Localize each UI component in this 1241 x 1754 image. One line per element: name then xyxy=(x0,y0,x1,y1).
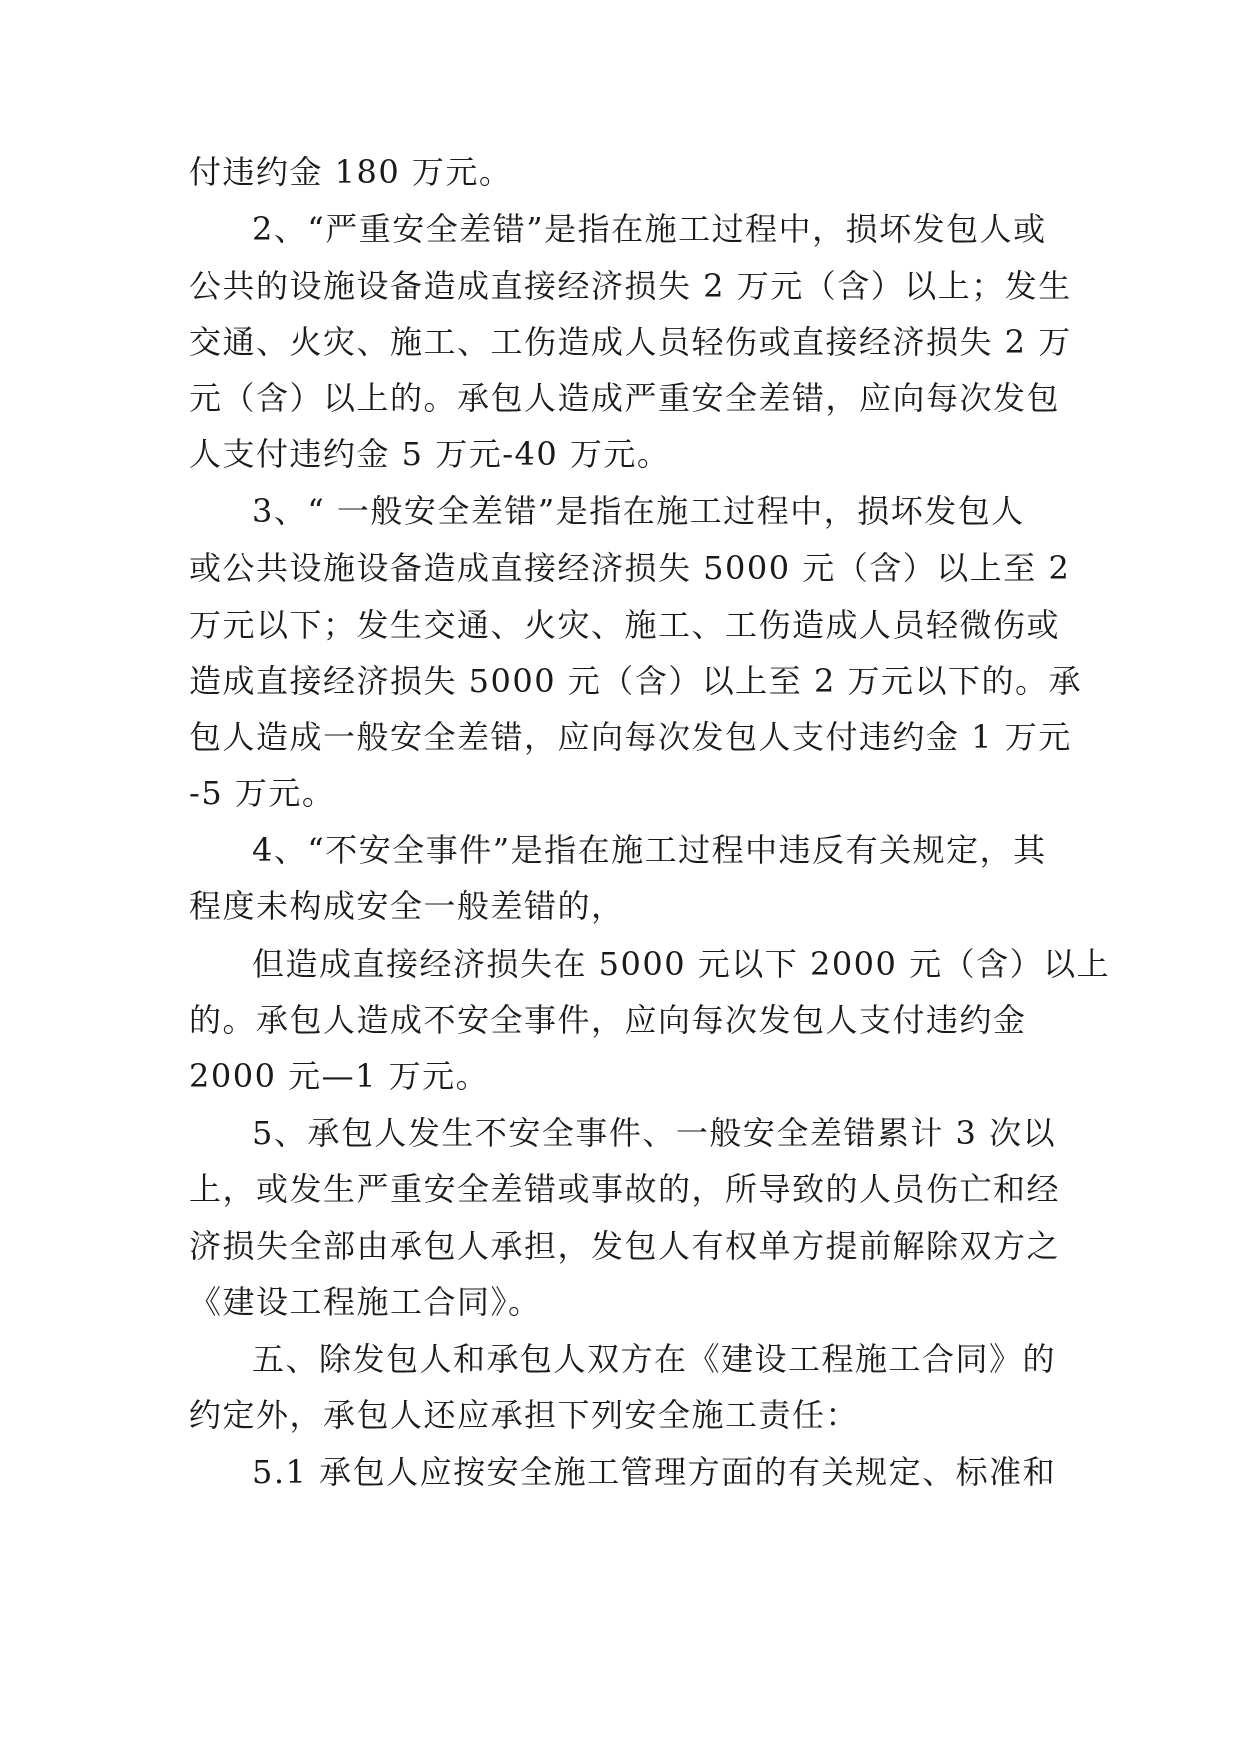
text-line-16: 的。承包人造成不安全事件，应向每次发包人支付违约金 xyxy=(189,1001,1027,1039)
text-line-14: 程度未构成安全一般差错的， xyxy=(189,887,625,925)
text-line-23: 约定外，承包人还应承担下列安全施工责任： xyxy=(189,1396,860,1434)
text-line-22: 五、除发包人和承包人双方在《建设工程施工合同》的 xyxy=(252,1340,1057,1378)
text-line-24: 5.1 承包人应按安全施工管理方面的有关规定、标准和 xyxy=(252,1453,1057,1491)
text-line-2: 2、“严重安全差错”是指在施工过程中，损坏发包人或 xyxy=(252,210,1047,248)
text-line-18: 5、承包人发生不安全事件、一般安全差错累计 3 次以 xyxy=(252,1114,1057,1152)
text-line-15: 但造成直接经济损失在 5000 元以下 2000 元（含）以上 xyxy=(252,945,1111,983)
text-line-5: 元（含）以上的。承包人造成严重安全差错，应向每次发包 xyxy=(189,379,1061,417)
text-line-6: 人支付违约金 5 万元-40 万元。 xyxy=(189,435,671,473)
text-line-19: 上，或发生严重安全差错或事故的，所导致的人员伤亡和经 xyxy=(189,1170,1061,1208)
text-line-21: 《建设工程施工合同》。 xyxy=(189,1283,542,1321)
text-line-8: 或公共设施设备造成直接经济损失 5000 元（含）以上至 2 xyxy=(189,549,1071,587)
text-line-7: 3、“ 一般安全差错”是指在施工过程中，损坏发包人 xyxy=(252,492,1025,530)
text-line-13: 4、“不安全事件”是指在施工过程中违反有关规定，其 xyxy=(252,831,1047,869)
text-line-20: 济损失全部由承包人承担，发包人有权单方提前解除双方之 xyxy=(189,1227,1061,1265)
text-line-1: 付违约金 180 万元。 xyxy=(189,153,513,191)
text-line-12: -5 万元。 xyxy=(189,774,336,812)
text-line-11: 包人造成一般安全差错，应向每次发包人支付违约金 1 万元 xyxy=(189,718,1072,756)
text-line-17: 2000 元—1 万元。 xyxy=(189,1057,490,1095)
text-line-3: 公共的设施设备造成直接经济损失 2 万元（含）以上；发生 xyxy=(189,267,1072,305)
text-line-9: 万元以下；发生交通、火灾、施工、工伤造成人员轻微伤或 xyxy=(189,606,1061,644)
text-line-10: 造成直接经济损失 5000 元（含）以上至 2 万元以下的。承 xyxy=(189,662,1082,700)
text-line-4: 交通、火灾、施工、工伤造成人员轻伤或直接经济损失 2 万 xyxy=(189,323,1072,361)
